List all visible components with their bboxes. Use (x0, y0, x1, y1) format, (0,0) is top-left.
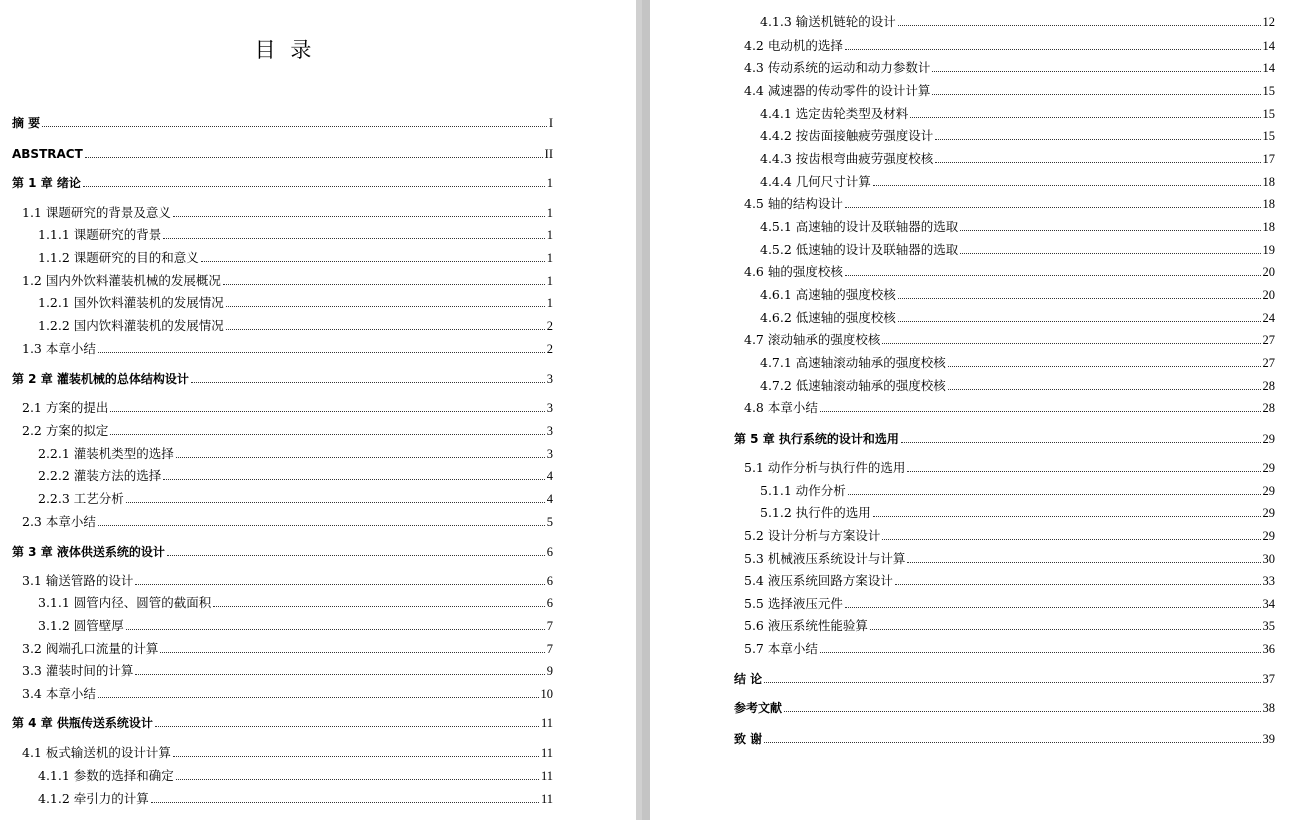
toc-page-number: 18 (1262, 197, 1275, 211)
toc-page-number: 7 (546, 619, 553, 633)
toc-section-entry[interactable] (734, 547, 1275, 567)
toc-leader-dots (160, 652, 544, 653)
toc-subsection-entry[interactable] (734, 124, 1275, 144)
toc-leader-dots (135, 674, 544, 675)
toc-leader-dots (764, 742, 1260, 743)
toc-page-number: 11 (540, 716, 553, 730)
toc-page-number: 3 (546, 401, 553, 415)
toc-leader-dots (901, 442, 1261, 443)
toc-entry-label: 致 谢 (734, 732, 763, 746)
toc-entry-label: 5.5 选择液压元件 (744, 596, 843, 611)
toc-leader-dots (873, 516, 1261, 517)
toc-subsection-entry[interactable] (12, 787, 553, 807)
toc-section-entry[interactable] (734, 614, 1275, 634)
toc-page-number: 2 (546, 342, 553, 356)
toc-entry-label: 1.2.1 国外饮料灌装机的发展情况 (38, 295, 224, 310)
toc-leader-dots (223, 284, 545, 285)
toc-page-number: 5 (546, 515, 553, 529)
toc-entry-label: 1.2 国内外饮料灌装机械的发展概况 (22, 273, 221, 288)
toc-entry-label: 2.2.3 工艺分析 (38, 491, 124, 506)
toc-page-number: 18 (1262, 175, 1275, 189)
toc-leader-dots (176, 779, 539, 780)
toc-section-entry[interactable] (12, 396, 553, 416)
toc-leader-dots (882, 343, 1260, 344)
toc-page-number: 15 (1262, 107, 1275, 121)
toc-chapter-entry[interactable] (734, 427, 1275, 447)
toc-leader-dots (870, 629, 1261, 630)
toc-entry-label: 4.5.1 高速轴的设计及联轴器的选取 (760, 219, 959, 234)
toc-leader-dots (226, 329, 545, 330)
toc-section-entry[interactable] (734, 79, 1275, 99)
toc-page-number: 15 (1262, 84, 1275, 98)
toc-page-number: 39 (1262, 732, 1275, 746)
toc-entry-label: 4.3 传动系统的运动和动力参数计 (744, 60, 931, 75)
toc-page-number: 34 (1262, 597, 1275, 611)
toc-page-number: 20 (1262, 265, 1275, 279)
toc-page-number: 29 (1262, 432, 1275, 446)
toc-chapter-entry[interactable] (12, 540, 553, 560)
toc-leader-dots (110, 411, 544, 412)
toc-leader-dots (135, 584, 544, 585)
toc-leader-dots (110, 434, 544, 435)
toc-subsection-entry[interactable] (734, 351, 1275, 371)
toc-entry-label: 4.1.1 参数的选择和确定 (38, 768, 174, 783)
toc-entry-label: 5.3 机械液压系统设计与计算 (744, 551, 906, 566)
toc-entry-label: 4.1 板式输送机的设计计算 (22, 745, 171, 760)
toc-page-number: 17 (1262, 152, 1275, 166)
toc-leader-dots (42, 126, 547, 127)
toc-leader-dots (201, 261, 545, 262)
toc-leader-dots (898, 25, 1261, 26)
toc-page-number: 1 (546, 296, 553, 310)
toc-entry-label: ABSTRACT (12, 147, 83, 161)
toc-page-number: 11 (540, 769, 553, 783)
toc-entry-label: 4.4 减速器的传动零件的设计计算 (744, 83, 931, 98)
toc-page-number: 3 (546, 372, 553, 386)
toc-entry-label: 4.7.2 低速轴滚动轴承的强度校核 (760, 378, 946, 393)
toc-entry-label: 1.3 本章小结 (22, 341, 96, 356)
toc-leader-dots (960, 253, 1260, 254)
toc-entry-label: 1.1.2 课题研究的目的和意义 (38, 250, 199, 265)
toc-leader-dots (948, 389, 1261, 390)
toc-subsection-entry[interactable] (734, 374, 1275, 394)
toc-entry-label: 1.2.2 国内饮料灌装机的发展情况 (38, 318, 224, 333)
toc-page-number: 38 (1262, 701, 1275, 715)
toc-entry-label: 5.1.2 执行件的选用 (760, 505, 871, 520)
toc-entry-label: 3.2 阀端孔口流量的计算 (22, 641, 159, 656)
toc-leader-dots (163, 238, 544, 239)
toc-leader-dots (173, 216, 545, 217)
toc-entry-label: 1.1.1 课题研究的背景 (38, 227, 162, 242)
toc-page-number: 24 (1262, 311, 1275, 325)
toc-entry-label: 3.1.2 圆管壁厚 (38, 618, 124, 633)
toc-page-number: 14 (1262, 39, 1275, 53)
toc-entry-label: 2.3 本章小结 (22, 514, 96, 529)
toc-chapter-entry[interactable] (12, 111, 553, 131)
toc-section-entry[interactable] (734, 34, 1275, 54)
toc-leader-dots (895, 584, 1261, 585)
toc-section-entry[interactable] (12, 201, 553, 221)
toc-entry-label: 5.1.1 动作分析 (760, 483, 846, 498)
toc-subsection-entry[interactable] (12, 442, 553, 462)
toc-subsection-entry[interactable] (12, 291, 553, 311)
toc-page-number: 15 (1262, 129, 1275, 143)
toc-entry-label: 4.6.2 低速轴的强度校核 (760, 310, 896, 325)
toc-entry-label: 4.7.1 高速轴滚动轴承的强度校核 (760, 355, 946, 370)
toc-entry-label: 4.2 电动机的选择 (744, 38, 843, 53)
toc-chapter-entry[interactable] (12, 367, 553, 387)
toc-page-number: 37 (1262, 672, 1275, 686)
toc-page-number: 9 (546, 664, 553, 678)
toc-entry-label: 第 2 章 灌装机械的总体结构设计 (12, 372, 189, 386)
toc-section-entry[interactable] (12, 419, 553, 439)
toc-leader-dots (85, 157, 543, 158)
toc-page-number: 1 (546, 228, 553, 242)
toc-chapter-entry[interactable] (12, 142, 553, 162)
toc-subsection-entry[interactable] (12, 591, 553, 611)
toc-entry-label: 5.7 本章小结 (744, 641, 818, 656)
toc-leader-dots (173, 756, 539, 757)
toc-page-number: 29 (1262, 461, 1275, 475)
toc-leader-dots (83, 186, 545, 187)
toc-page-number: 6 (546, 596, 553, 610)
toc-chapter-entry[interactable] (12, 171, 553, 191)
toc-chapter-entry[interactable] (734, 696, 1275, 716)
toc-entry-label: 第 3 章 液体供送系统的设计 (12, 545, 165, 559)
toc-leader-dots (163, 479, 544, 480)
toc-page-number: II (544, 147, 553, 161)
toc-page-number: 1 (546, 274, 553, 288)
toc-leader-dots (845, 275, 1261, 276)
toc-entry-label: 4.4.2 按齿面接触疲劳强度设计 (760, 128, 934, 143)
toc-subsection-entry[interactable] (12, 314, 553, 334)
toc-entry-label: 3.4 本章小结 (22, 686, 96, 701)
toc-section-entry[interactable] (734, 396, 1275, 416)
toc-leader-dots (155, 726, 539, 727)
toc-entry-label: 3.3 灌装时间的计算 (22, 663, 134, 678)
toc-section-entry[interactable] (734, 56, 1275, 76)
toc-entry-label: 4.4.3 按齿根弯曲疲劳强度校核 (760, 151, 934, 166)
toc-chapter-entry[interactable] (12, 711, 553, 731)
toc-page-number: 12 (1262, 15, 1275, 29)
toc-entry-label: 3.1.1 圆管内径、圆管的截面积 (38, 595, 212, 610)
toc-subsection-entry[interactable] (734, 238, 1275, 258)
toc-entry-label: 4.5.2 低速轴的设计及联轴器的选取 (760, 242, 959, 257)
toc-page-number: 6 (546, 545, 553, 559)
toc-entry-label: 摘 要 (12, 116, 41, 130)
toc-page-number: 4 (546, 492, 553, 506)
toc-leader-dots (935, 162, 1260, 163)
toc-entry-label: 4.4.4 几何尺寸计算 (760, 174, 871, 189)
toc-leader-dots (960, 230, 1260, 231)
toc-subsection-entry[interactable] (12, 246, 553, 266)
toc-page-number: 27 (1262, 356, 1275, 370)
toc-section-entry[interactable] (12, 337, 553, 357)
toc-leader-dots (845, 207, 1261, 208)
toc-subsection-entry[interactable] (734, 170, 1275, 190)
toc-subsection-entry[interactable] (734, 10, 1275, 30)
toc-entry-label: 3.1 输送管路的设计 (22, 573, 134, 588)
toc-entry-label: 4.6.1 高速轴的强度校核 (760, 287, 896, 302)
toc-entry-label: 第 5 章 执行系统的设计和选用 (734, 432, 899, 446)
toc-page-number: 3 (546, 447, 553, 461)
toc-subsection-entry[interactable] (12, 764, 553, 784)
toc-entry-label: 2.1 方案的提出 (22, 400, 109, 415)
toc-leader-dots (151, 802, 539, 803)
toc-entry-label: 2.2 方案的拟定 (22, 423, 109, 438)
toc-page-number: 1 (546, 206, 553, 220)
toc-leader-dots (820, 411, 1261, 412)
toc-entry-label: 结 论 (734, 672, 763, 686)
toc-leader-dots (873, 185, 1261, 186)
toc-page-number: 27 (1262, 333, 1275, 347)
toc-section-entry[interactable] (12, 510, 553, 530)
toc-subsection-entry[interactable] (734, 283, 1275, 303)
toc-section-entry[interactable] (734, 456, 1275, 476)
toc-subsection-entry[interactable] (734, 306, 1275, 326)
toc-leader-dots (98, 697, 539, 698)
toc-page-number: 30 (1262, 552, 1275, 566)
toc-page-number: 11 (540, 792, 553, 806)
toc-subsection-entry[interactable] (734, 501, 1275, 521)
toc-page-number: 33 (1262, 574, 1275, 588)
toc-page-number: 6 (546, 574, 553, 588)
toc-section-entry[interactable] (734, 328, 1275, 348)
toc-page-number: 29 (1262, 484, 1275, 498)
toc-subsection-entry[interactable] (12, 614, 553, 634)
toc-entry-label: 4.7 滚动轴承的强度校核 (744, 332, 881, 347)
toc-leader-dots (848, 494, 1261, 495)
toc-leader-dots (882, 539, 1260, 540)
toc-subsection-entry[interactable] (12, 464, 553, 484)
toc-page-number: 19 (1262, 243, 1275, 257)
toc-entry-label: 5.2 设计分析与方案设计 (744, 528, 881, 543)
toc-leader-dots (764, 682, 1260, 683)
toc-title: 目 录 (254, 38, 316, 62)
toc-subsection-entry[interactable] (12, 223, 553, 243)
toc-section-entry[interactable] (12, 741, 553, 761)
toc-page-number: 7 (546, 642, 553, 656)
toc-subsection-entry[interactable] (734, 147, 1275, 167)
toc-section-entry[interactable] (734, 260, 1275, 280)
toc-entry-label: 2.2.2 灌装方法的选择 (38, 468, 162, 483)
toc-page-number: 14 (1262, 61, 1275, 75)
toc-entry-label: 5.1 动作分析与执行件的选用 (744, 460, 906, 475)
toc-leader-dots (948, 366, 1261, 367)
toc-page-number: 28 (1262, 401, 1275, 415)
toc-section-entry[interactable] (734, 592, 1275, 612)
toc-chapter-entry[interactable] (734, 667, 1275, 687)
toc-entry-label: 参考文献 (734, 701, 783, 715)
toc-page-number: 1 (546, 251, 553, 265)
toc-section-entry[interactable] (734, 524, 1275, 544)
toc-leader-dots (226, 306, 545, 307)
document-page-left (0, 0, 636, 820)
toc-leader-dots (845, 49, 1261, 50)
toc-leader-dots (845, 607, 1261, 608)
toc-entry-label: 4.1.2 牵引力的计算 (38, 791, 149, 806)
toc-leader-dots (191, 382, 545, 383)
toc-leader-dots (784, 711, 1260, 712)
toc-entry-label: 第 1 章 绪论 (12, 176, 81, 190)
toc-page-number: 4 (546, 469, 553, 483)
toc-page-number: 18 (1262, 220, 1275, 234)
toc-page-number: 20 (1262, 288, 1275, 302)
toc-leader-dots (167, 555, 545, 556)
toc-page-number: 28 (1262, 379, 1275, 393)
toc-leader-dots (907, 562, 1260, 563)
toc-leader-dots (176, 457, 545, 458)
toc-entry-label: 4.6 轴的强度校核 (744, 264, 843, 279)
toc-leader-dots (898, 298, 1261, 299)
toc-leader-dots (820, 652, 1261, 653)
toc-page-number: 35 (1262, 619, 1275, 633)
toc-leader-dots (126, 629, 545, 630)
toc-page-number: 29 (1262, 506, 1275, 520)
toc-entry-label: 4.4.1 选定齿轮类型及材料 (760, 106, 909, 121)
toc-leader-dots (126, 502, 545, 503)
toc-section-entry[interactable] (734, 637, 1275, 657)
toc-section-entry[interactable] (12, 269, 553, 289)
toc-section-entry[interactable] (12, 569, 553, 589)
toc-entry-label: 4.8 本章小结 (744, 400, 818, 415)
toc-leader-dots (907, 471, 1260, 472)
toc-chapter-entry[interactable] (734, 727, 1275, 747)
toc-entry-label: 2.2.1 灌装机类型的选择 (38, 446, 174, 461)
toc-section-entry[interactable] (12, 682, 553, 702)
toc-leader-dots (910, 117, 1260, 118)
toc-page-number: 10 (540, 687, 553, 701)
toc-entry-label: 4.5 轴的结构设计 (744, 196, 843, 211)
toc-entry-label: 第 4 章 供瓶传送系统设计 (12, 716, 153, 730)
toc-subsection-entry[interactable] (734, 102, 1275, 122)
toc-entry-label: 5.4 液压系统回路方案设计 (744, 573, 893, 588)
toc-section-entry[interactable] (734, 192, 1275, 212)
toc-leader-dots (935, 139, 1260, 140)
toc-leader-dots (98, 525, 545, 526)
toc-page-number: 1 (546, 176, 553, 190)
toc-leader-dots (98, 352, 545, 353)
toc-subsection-entry[interactable] (734, 215, 1275, 235)
page-gutter (642, 0, 650, 820)
toc-entry-label: 1.1 课题研究的背景及意义 (22, 205, 171, 220)
toc-entry-label: 5.6 液压系统性能验算 (744, 618, 868, 633)
toc-leader-dots (898, 321, 1261, 322)
toc-section-entry[interactable] (734, 569, 1275, 589)
toc-subsection-entry[interactable] (12, 487, 553, 507)
toc-page-number: 29 (1262, 529, 1275, 543)
toc-page-number: 36 (1262, 642, 1275, 656)
toc-page-number: I (548, 116, 553, 130)
toc-section-entry[interactable] (12, 637, 553, 657)
toc-leader-dots (932, 71, 1260, 72)
toc-leader-dots (932, 94, 1260, 95)
toc-page-number: 3 (546, 424, 553, 438)
toc-page-number: 11 (540, 746, 553, 760)
document-page-right (650, 0, 1292, 820)
toc-entry-label: 4.1.3 输送机链轮的设计 (760, 14, 896, 29)
toc-leader-dots (213, 606, 544, 607)
toc-subsection-entry[interactable] (734, 479, 1275, 499)
toc-section-entry[interactable] (12, 659, 553, 679)
toc-page-number: 2 (546, 319, 553, 333)
